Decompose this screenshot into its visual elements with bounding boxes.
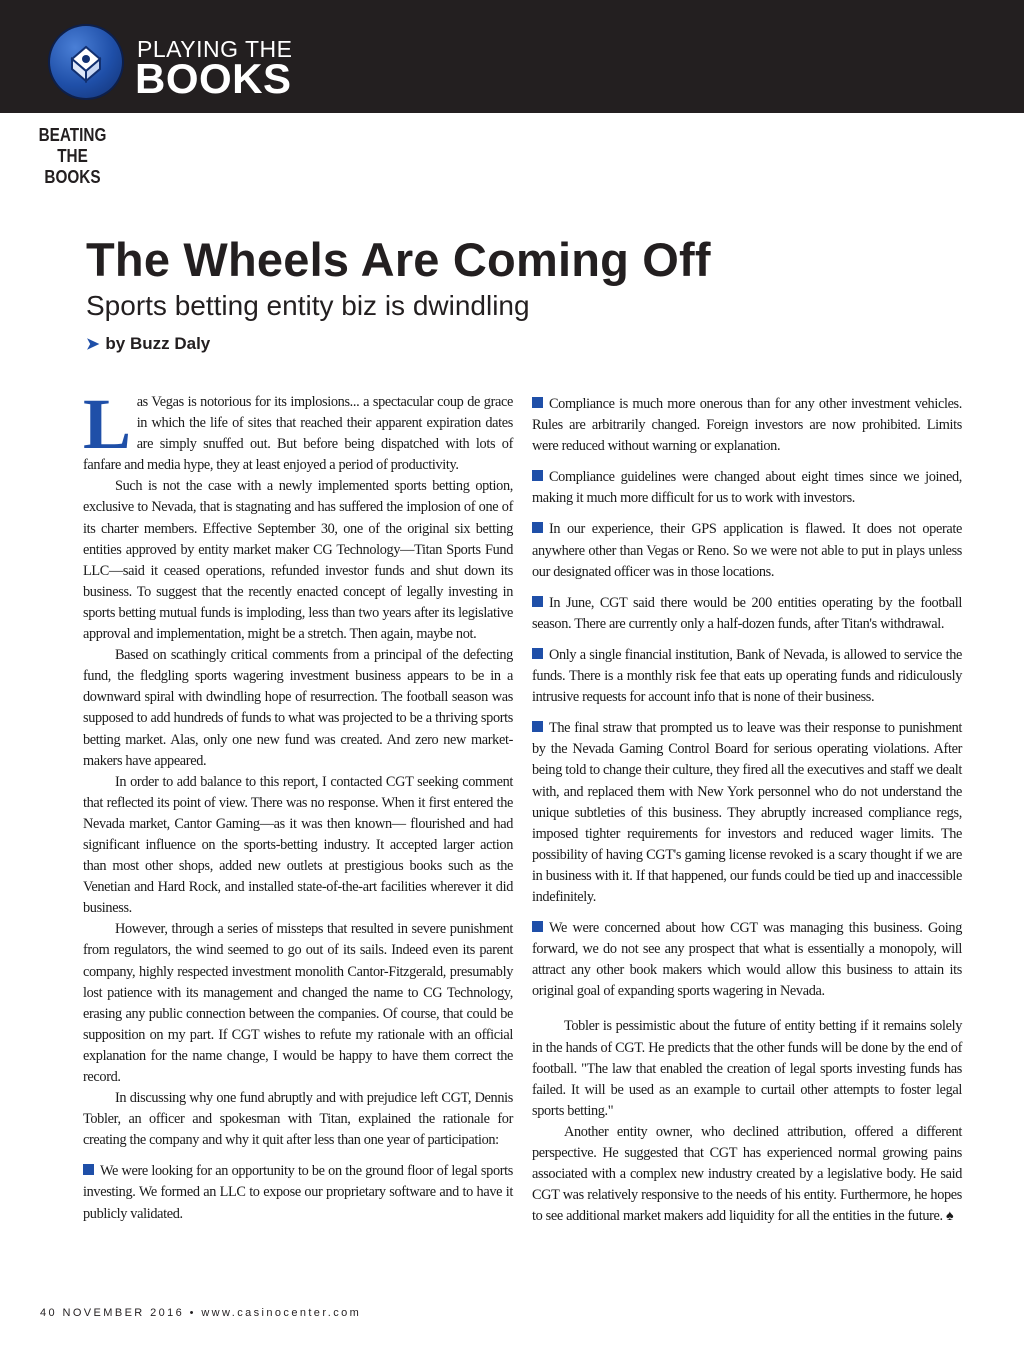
byline-text: by Buzz Daly xyxy=(105,334,211,353)
bullet-text: In our experience, their GPS application is flawed. It does not operate anywhere other than Vegas or Reno. So we were not able to put in plays unless our designated officer was in those locations. xyxy=(532,521,962,580)
playing-the-books-logo xyxy=(50,26,122,98)
section-label xyxy=(30,125,115,188)
square-bullet-icon xyxy=(532,596,543,607)
square-bullet-icon xyxy=(83,1164,94,1175)
article-paragraph xyxy=(83,384,513,476)
square-bullet-icon xyxy=(532,522,543,533)
bullet-text: In June, CGT said there would be 200 entities operating by the football season. There are currently only a half-dozen funds, after Titan's withdrawal. xyxy=(532,594,962,632)
bullet-item xyxy=(532,593,962,635)
left-column xyxy=(83,384,513,1235)
square-bullet-icon xyxy=(532,470,543,481)
page-footer: 40 NOVEMBER 2016 • www.casinocenter.com xyxy=(40,1307,362,1319)
article-paragraph xyxy=(532,1122,962,1227)
article-title: The Wheels Are Coming Off xyxy=(86,233,711,286)
right-column xyxy=(532,394,962,1227)
bullet-item xyxy=(532,519,962,582)
spade-end-icon: ♠ xyxy=(946,1208,954,1225)
square-bullet-icon xyxy=(532,648,543,659)
article-subtitle: Sports betting entity biz is dwindling xyxy=(86,290,530,321)
article-paragraph: In discussing why one fund abruptly and with prejudice left CGT, Dennis Tobler, an officer and spokesman with Titan, explained the rationale for creating the company and why it quit after less than one year of participation: xyxy=(83,1090,513,1149)
square-bullet-icon xyxy=(532,397,543,408)
bullet-text: Compliance is much more onerous than for any other investment vehicles. Rules are arbitrarily changed. Foreign investors are now prohibited. Limits were reduced without warning or explanation. xyxy=(532,396,962,455)
masthead xyxy=(0,0,1024,113)
bullet-text: The final straw that prompted us to leave was their response to punishment by the Nevada Gaming Control Board for serious operating violations. After being told to change their culture, they fired all the executives and staff we dealt with, and replaced them with New York personnel who do not understand the unique subtleties of this business. They abruptly increased compliance regs, imposed tighter requirements for investors and reduced wager limits. The possibility of having CGT's gaming license revoked is a scary thought if we are in business with it. If that happened, our funds could be tied up and inaccessible indefinitely. xyxy=(532,720,962,905)
byline xyxy=(86,334,210,354)
bullet-item xyxy=(532,645,962,708)
bullet-item xyxy=(532,394,962,457)
bullet-item xyxy=(532,918,962,1002)
paragraph-text: as Vegas is notorious for its implosions... a spectacular coup de grace in which the life of sites that reached their apparent expiration dates are simply snuffed out. But before being dispatched with lots of fanfare and media hype, they at least enjoyed a period of productivity. xyxy=(83,394,513,474)
article-paragraph: Based on scathingly critical comments from a principal of the defecting fund, the fledgling sports wagering investment business appears to be in a downward spiral with dwindling hope of resurrection. The football season was supposed to add hundreds of funds to what was projected to be a thriving sports betting market. Alas, only one new fund was created. And zero new market-makers have appeared. xyxy=(83,647,513,769)
bullet-item xyxy=(532,718,962,908)
drop-cap: L xyxy=(83,384,131,464)
section-label-line2: THE BOOKS xyxy=(44,146,101,187)
brand-top-text: PLAYING THE xyxy=(137,36,293,62)
bullet-text: Compliance guidelines were changed about eight times since we joined, making it much more difficult for us to work with investors. xyxy=(532,469,962,507)
article-paragraph: Tobler is pessimistic about the future of entity betting if it remains solely in the hands of CGT. He predicts that the other funds will be done by the end of football. "The law that enabled the creation of legal sports investing funds has failed. It will be used as an example to curtail other attempts to foster legal sports betting." xyxy=(532,1018,962,1119)
brand-main-text: BOOKS xyxy=(135,55,292,102)
article-paragraph: In order to add balance to this report, I contacted CGT seeking comment that reflected its point of view. There was no response. When it first entered the Nevada market, Cantor Gaming—as it was then known— flourished and had significant influence on the sports-betting industry. It accepted larger action than most other shops, added new outlets at prestigious books such as the Venetian and Hard Rock, and installed state-of-the-art facilities wherever it did business. xyxy=(83,773,513,917)
article-paragraph: However, through a series of missteps that resulted in severe punishment from regulators, the wind seemed to go out of its sails. Indeed even its parent company, highly respected investment monolith Cantor-Fitzgerald, presumably lost patience with its management and changed the name to CG Technology, erasing any public connection between the companies. Of course, that could be supposition on my part. If CGT wishes to refute my rationale with an official explanation for the name change, I would be happy to have them correct the record. xyxy=(83,921,513,1085)
bullet-text: Only a single financial institution, Bank of Nevada, is allowed to service the funds. There is a monthly risk fee that eats up operating funds and ridiculously intrusive requests for account info that is none of their business. xyxy=(532,646,962,706)
arrow-icon: ➤ xyxy=(86,336,100,353)
bullet-text: We were looking for an opportunity to be on the ground floor of legal sports investing. We formed an LLC to expose our proprietary software and to have it publicly validated. xyxy=(83,1163,513,1222)
book-mark-icon xyxy=(64,39,108,85)
paragraph-text: Another entity owner, who declined attribution, offered a different perspective. He suggested that CGT has experienced normal growing pains associated with a complex new industry created by a legislative body. He said CGT was relatively responsive to the needs of his entity. Furthermore, he hopes to see additional market makers add liquidity for all the entities in the future. xyxy=(532,1123,962,1225)
bullet-text: We were concerned about how CGT was managing this business. Going forward, we do not see any prospect that what is essentially a monopoly, will attract any other book makers which would allow this business to attain its original goal of expanding sports wagering in Nevada. xyxy=(532,920,962,1000)
article-paragraph: Such is not the case with a newly implemented sports betting option, exclusive to Nevada, that is stagnating and has suffered the implosion of one of its charter members. Effective September 30, one of the original six betting entities approved by entity market maker CG Technology—Titan Sports Fund LLC—said it ceased operations, refunded investor funds and shut down its business. To suggest that the recently enacted concept of legally investing in sports betting mutual funds is imploding, less than two years after its legislative approval and implementation, might be a stretch. Then again, maybe not. xyxy=(83,478,513,643)
bullet-item xyxy=(83,1161,513,1224)
square-bullet-icon xyxy=(532,721,543,732)
section-label-line1: BEATING xyxy=(38,125,107,145)
bullet-item xyxy=(532,467,962,509)
square-bullet-icon xyxy=(532,921,543,932)
